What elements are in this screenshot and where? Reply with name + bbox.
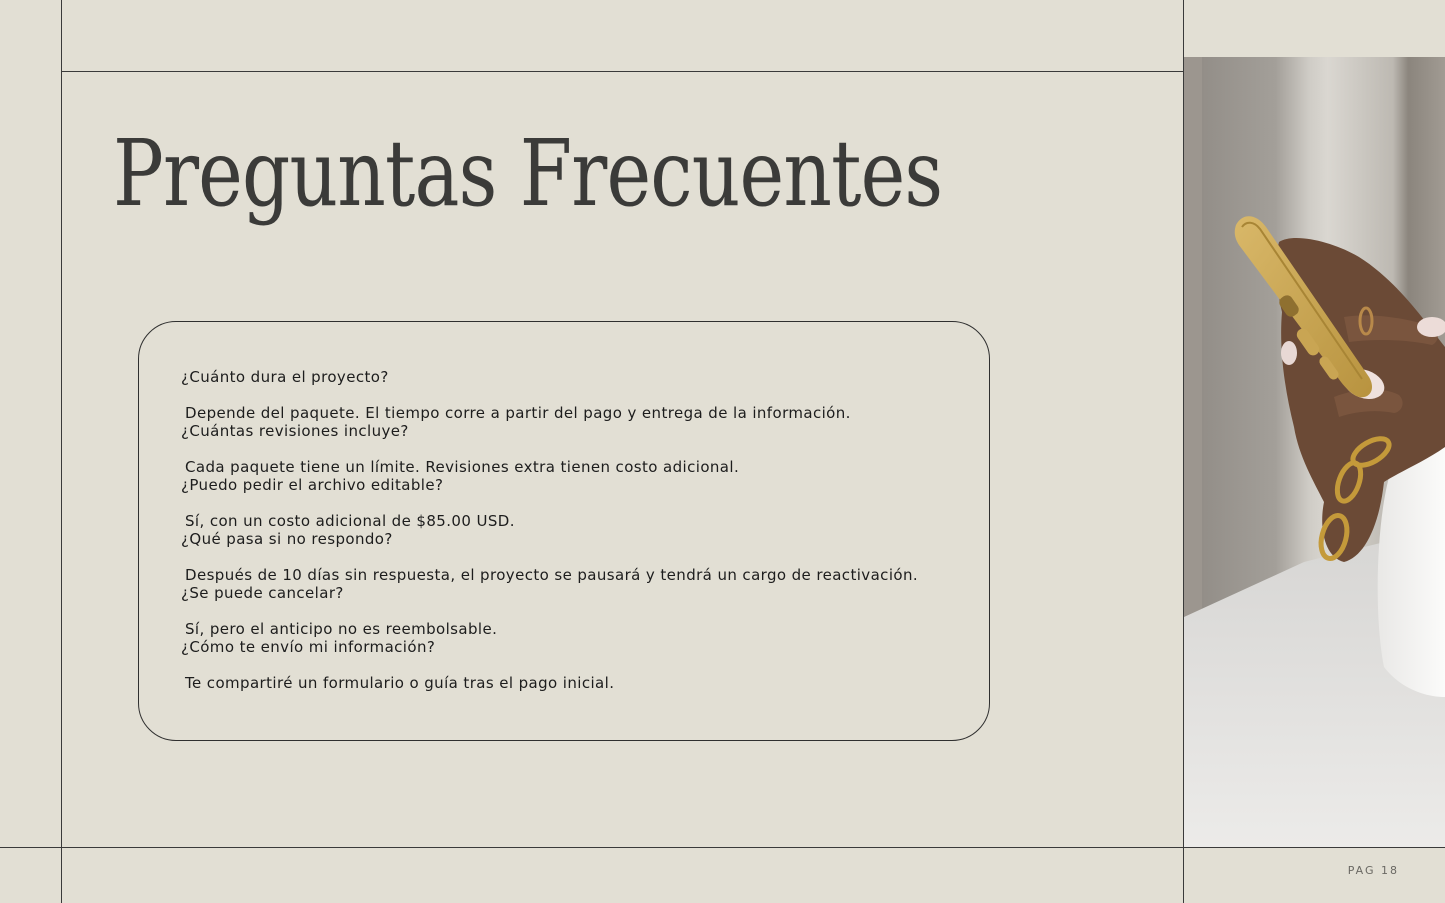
- faq-question: ¿Cómo te envío mi información?: [181, 638, 436, 656]
- faq-question: ¿Cuántas revisiones incluye?: [181, 422, 409, 440]
- faq-question: ¿Se puede cancelar?: [181, 584, 344, 602]
- faq-spacer: [181, 548, 961, 566]
- faq-answer: Sí, con un costo adicional de $85.00 USD.: [185, 512, 515, 530]
- faq-question: ¿Cuánto dura el proyecto?: [181, 368, 389, 386]
- faq-item: [181, 368, 961, 422]
- faq-answer: Depende del paquete. El tiempo corre a partir del pago y entrega de la información.: [185, 404, 851, 422]
- faq-item: [181, 584, 961, 638]
- faq-spacer: [181, 440, 961, 458]
- faq-answer: Te compartiré un formulario o guía tras el pago inicial.: [185, 674, 615, 692]
- faq-item: [181, 530, 961, 584]
- frame-line-bottom: [0, 847, 1445, 848]
- faq-item: [181, 476, 961, 530]
- faq-spacer: [181, 656, 961, 674]
- faq-answer: Sí, pero el anticipo no es reembolsable.: [185, 620, 498, 638]
- faq-spacer: [181, 386, 961, 404]
- faq-answer: Cada paquete tiene un límite. Revisiones extra tienen costo adicional.: [185, 458, 740, 476]
- faq-spacer: [181, 494, 961, 512]
- frame-line-left: [61, 0, 62, 903]
- faq-item: [181, 422, 961, 476]
- frame-line-top: [61, 71, 1183, 72]
- faq-spacer: [181, 602, 961, 620]
- faq-item: [181, 638, 961, 692]
- faq-answer: Después de 10 días sin respuesta, el proyecto se pausará y tendrá un cargo de reactivación.: [185, 566, 919, 584]
- page-title: Preguntas Frecuentes: [113, 120, 943, 227]
- faq-question: ¿Qué pasa si no respondo?: [181, 530, 393, 548]
- page-number: PAG 18: [1347, 864, 1399, 877]
- faq-question: ¿Puedo pedir el archivo editable?: [181, 476, 444, 494]
- hand-holding-phone-photo: [1184, 57, 1445, 847]
- faq-list: [181, 368, 961, 692]
